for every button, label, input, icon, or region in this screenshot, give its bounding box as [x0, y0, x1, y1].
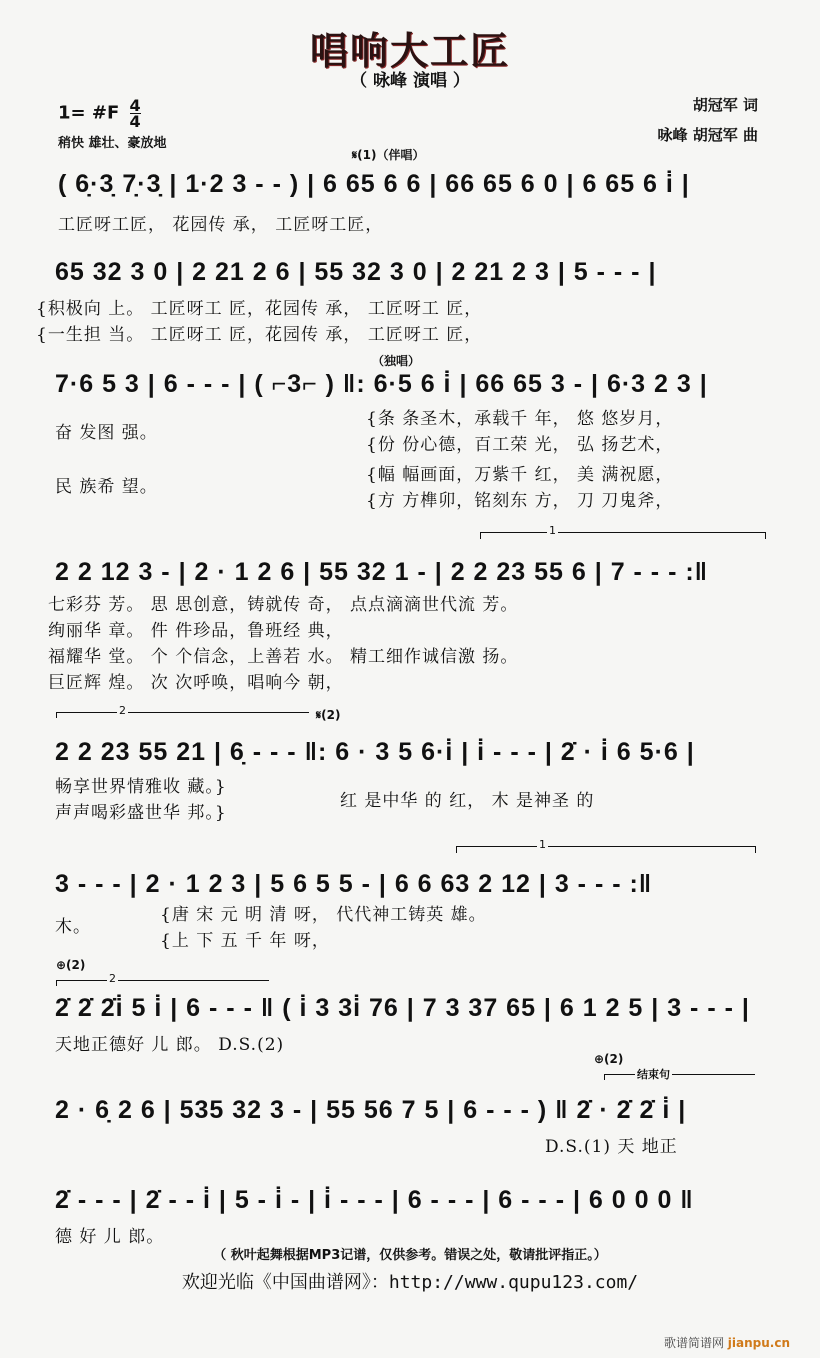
- score-row-6: 3 - - - | 2 · 1 2 3 | 5 6 5 5 - | 6 6 63 2 12 | 3 - - - :‖: [55, 870, 653, 898]
- coda-mark-1: ⊕(2): [56, 958, 86, 972]
- lyric-row-6-verse-1: {唐 宋 元 明 清 呀， 代代神工铸英 雄。: [160, 905, 487, 925]
- lyric-row-4-verse-3: 福耀华 堂。 个 个信念，上善若 水。 精工细作诚信激 扬。: [48, 647, 519, 667]
- song-title: 唱响大工匠: [309, 29, 510, 73]
- lyric-row-3-right-3: {幅 幅画面，万紫千 红， 美 满祝愿，: [366, 465, 674, 485]
- lyric-row-3-right-4: {方 方榫卯，铭刻东 方， 刀 刀鬼斧，: [366, 491, 674, 511]
- lyric-row-4-verse-4: 巨匠辉 煌。 次 次呼唤，唱响今 朝，: [48, 673, 344, 693]
- solo-mark: （独唱）: [372, 354, 421, 368]
- score-row-3: 7·6 5 3 | 6 - - - | ( ⌐3⌐ ) ‖: 6·5 6 i̇ | 66 65 3 - | 6·3 2 3 |: [55, 370, 708, 398]
- ending-bracket: [604, 1068, 755, 1081]
- coda-mark-2: ⊕(2): [594, 1052, 624, 1066]
- volta-bracket-2: [56, 704, 309, 718]
- lyric-row-5-left-1: 畅享世界情雅收 藏。}: [55, 777, 227, 797]
- score-row-5: 2 2 23 55 21 | 6̣ - - - ‖: 6 · 3 5 6·i̇ | i̇ - - - | 2̇ · i̇ 6 5·6 |: [55, 738, 695, 766]
- score-row-9: 2̇ - - - | 2̇ - - i̇ | 5 - i̇ - | i̇ - - - | 6 - - - | 6 - - - | 6 0 0 0 ‖: [55, 1186, 694, 1214]
- lyricist-credit: 胡冠军 词: [692, 96, 758, 114]
- key-label: 1= #F: [58, 102, 120, 124]
- segno-mark-1: 𝄋(1)（伴唱）: [352, 148, 425, 162]
- site-link[interactable]: 欢迎光临《中国曲谱网》：http://www.qupu123.com/: [181, 1272, 639, 1293]
- volta-bracket-2b: [56, 972, 269, 986]
- lyric-row-2-verse-1: {积极向 上。 工匠呀工 匠，花园传 承， 工匠呀工 匠，: [36, 299, 483, 319]
- watermark-cn: 歌谱简谱网: [663, 1336, 724, 1350]
- composer-credit: 咏峰 胡冠军 曲: [657, 126, 758, 144]
- lyric-row-5-left-2: 声声喝彩盛世华 邦。}: [55, 803, 227, 823]
- score-row-8: 2 · 6̣ 2 6 | 535 32 3 - | 55 56 7 5 | 6 - - - ) ‖ 2̇ · 2̇ 2̇ i̇ |: [55, 1096, 687, 1124]
- score-row-2: 65 32 3 0 | 2 21 2 6 | 55 32 3 0 | 2 21 2 3 | 5 - - - |: [55, 258, 657, 286]
- lyric-row-6-left: 木。: [55, 917, 91, 937]
- watermark-en: jianpu.cn: [727, 1336, 790, 1350]
- time-signature-top: 4: [129, 96, 141, 115]
- time-signature-bottom: 4: [129, 112, 141, 131]
- lyric-row-2-verse-2: {一生担 当。 工匠呀工 匠，花园传 承， 工匠呀工 匠，: [36, 325, 483, 345]
- lyric-row-1: 工匠呀工匠， 花园传 承， 工匠呀工匠，: [58, 215, 384, 235]
- lyric-row-6-verse-2: {上 下 五 千 年 呀，: [160, 931, 330, 951]
- volta-number-1b: 1: [539, 838, 546, 851]
- lyric-row-3-right-2: {份 份心德，百工荣 光， 弘 扬艺术，: [366, 435, 674, 455]
- tempo-marking: 稍快 雄壮、豪放地: [58, 136, 167, 151]
- segno-mark-2: 𝄋(2): [316, 708, 341, 722]
- lyric-row-5-right: 红 是中华 的 红， 木 是神圣 的: [340, 791, 595, 811]
- transcription-note: （ 秋叶起舞根据MP3记谱，仅供参考。错误之处，敬请批评指正。）: [213, 1248, 607, 1263]
- watermark: [664, 1334, 790, 1351]
- lyric-row-3-left-1: 奋 发图 强。: [55, 423, 158, 443]
- time-signature: [130, 98, 141, 129]
- volta-number-2: 2: [119, 704, 126, 717]
- lyric-row-4-verse-1: 七彩芬 芳。 思 思创意，铸就传 奇， 点点滴滴世代流 芳。: [48, 595, 519, 615]
- volta-bracket-1: [480, 524, 766, 539]
- lyric-row-4-verse-2: 绚丽华 章。 件 件珍品，鲁班经 典，: [48, 621, 344, 641]
- lyric-row-9: 德 好 儿 郎。: [55, 1227, 165, 1247]
- score-row-7: 2̇ 2̇ 2̇i̇ 5 i̇ | 6 - - - ‖ ( i̇ 3 3i̇ 76 | 7 3 37 65 | 6 1 2 5 | 3 - - - |: [55, 994, 750, 1022]
- ending-label: 结束句: [637, 1068, 670, 1081]
- lyric-row-8: D.S.(1) 天 地正: [545, 1137, 678, 1157]
- lyric-row-3-left-2: 民 族希 望。: [55, 477, 158, 497]
- score-row-1: ( 6̣·3̣ 7̣·3̣ | 1·2 3 - - ) | 6 65 6 6 | 66 65 6 0 | 6 65 6 i̇ |: [58, 170, 690, 198]
- key-signature: [58, 98, 141, 129]
- score-row-4: 2 2 12 3 - | 2 · 1 2 6 | 55 32 1 - | 2 2 23 55 6 | 7 - - - :‖: [55, 558, 709, 586]
- volta-bracket-1b: [456, 838, 756, 853]
- lyric-row-3-right-1: {条 条圣木，承载千 年， 悠 悠岁月，: [366, 409, 674, 429]
- performer-subtitle: （ 咏峰 演唱 ）: [350, 71, 470, 91]
- volta-number-2b: 2: [109, 972, 116, 985]
- volta-number-1: 1: [549, 524, 556, 537]
- lyric-row-7: 天地正德好 儿 郎。 D.S.(2): [55, 1035, 285, 1055]
